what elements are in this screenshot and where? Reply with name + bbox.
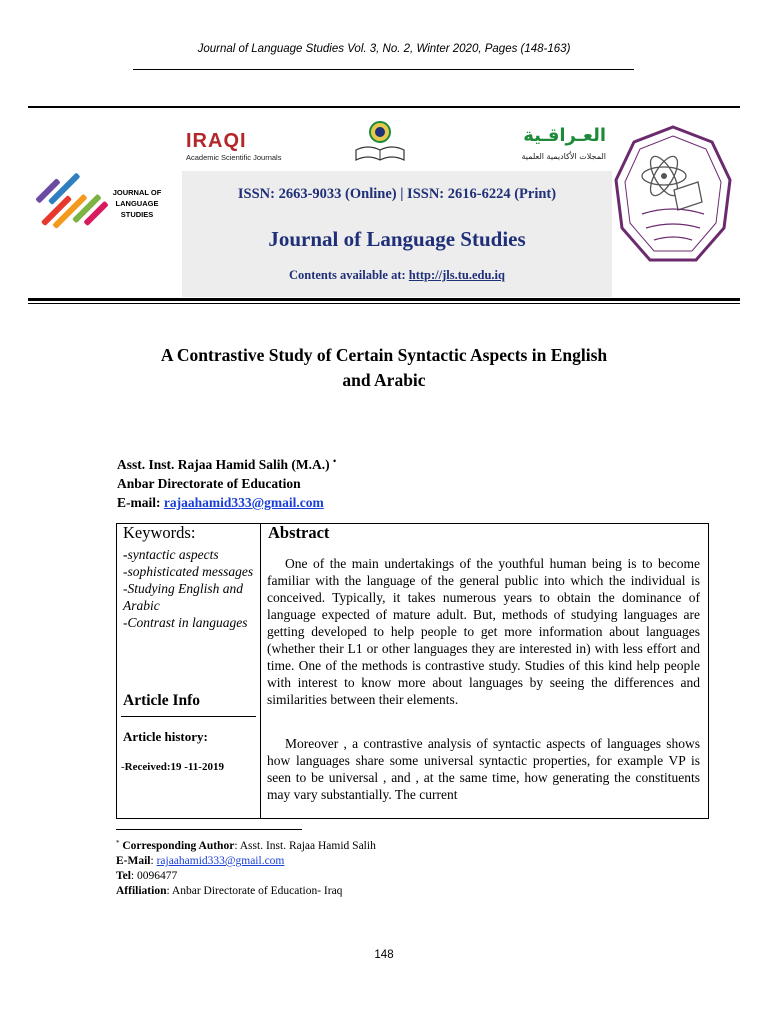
footnote-tel-label: Tel — [116, 870, 131, 882]
abstract-paragraph-2: Moreover , a contrastive analysis of syntactic aspects of languages shows how languages share some universal syntactic properties, for example VP is seen to be universal , and , at the same time, how generating the constituents may vary substantially. The current — [267, 736, 700, 802]
keywords-list — [123, 546, 257, 631]
contents-available-line — [182, 268, 612, 283]
page-number: 148 — [374, 949, 394, 961]
journal-name: Journal of Language Studies — [268, 227, 526, 251]
author-email-link[interactable]: rajaahamid333@gmail.com — [163, 495, 324, 510]
author-email-label: E-mail: — [117, 495, 164, 510]
footnote-email — [116, 854, 376, 869]
article-info-heading: Article Info — [123, 692, 201, 709]
iraqi-arabic-brand: العـراقـية — [523, 125, 606, 146]
university-seal-icon — [612, 124, 734, 270]
iraqi-brand: IRAQI — [186, 130, 247, 152]
author-footnote-marker: • — [333, 456, 337, 466]
article-info-rule — [121, 716, 256, 717]
corresponding-author-label: Corresponding Author — [122, 840, 235, 852]
jls-logo-text: JOURNAL OF LANGUAGE STUDIES — [112, 188, 162, 219]
received-text: Received:19 -11-2019 — [124, 761, 224, 773]
keyword-item: -sophisticated messages — [123, 564, 254, 579]
keyword-item: -Studying English and Arabic — [123, 581, 243, 613]
footnote-affiliation-label: Affiliation — [116, 885, 167, 897]
banner-bottom-rule — [28, 298, 740, 301]
footnotes — [116, 836, 376, 899]
footnote-email-link[interactable]: rajaahamid333@gmail.com — [156, 855, 285, 867]
keyword-text: syntactic aspects — [127, 547, 219, 562]
running-header: Journal of Language Studies Vol. 3, No. 2, Winter 2020, Pages (148-163) — [197, 43, 571, 55]
title-line-1: A Contrastive Study of Certain Syntactic Aspects in English — [160, 345, 608, 365]
article-title — [100, 343, 668, 393]
book-emblem-icon — [352, 120, 408, 166]
banner-bottom-thin-rule — [28, 303, 740, 304]
iraqi-arabic-subtitle: المجلات الأكاديمية العلمية — [521, 152, 606, 161]
corresponding-author-value: : Asst. Inst. Rajaa Hamid Salih — [234, 840, 376, 852]
abstract-heading: Abstract — [268, 523, 330, 542]
keyword-lead-dash: - — [123, 547, 128, 562]
article-history-label: Article history: — [123, 729, 208, 744]
keyword-item — [123, 546, 257, 563]
journal-url-link[interactable]: http://jls.tu.edu.iq — [408, 268, 505, 282]
received-date — [121, 761, 224, 773]
footnote-affiliation-value: : Anbar Directorate of Education- Iraq — [166, 885, 343, 897]
banner-top-rule — [28, 106, 740, 108]
title-line-2: and Arabic — [342, 370, 426, 390]
running-header-rule — [133, 69, 634, 70]
abstract-paragraph-1: One of the main undertakings of the youthful human being is to become familiar with the language of the general public into which the individual is conceived. Typically, it takes numerous years to obtain the dominance of language expected of mature adult. But, methods of studying languages are getting developed to help people to get more information about languages (whether their L1 or other languages they are interested in) with less effort and time. One of the methods is contrastive study. Studies of this kind help people with interest to know more about languages by seeing the differences and similarities between their elements. — [267, 556, 700, 707]
footnote-email-sep: : — [150, 855, 157, 867]
footnote-email-label: E-Mail — [116, 855, 151, 867]
footnote-affiliation — [116, 884, 376, 899]
keyword-item: -Contrast in languages — [123, 615, 248, 630]
author-name-line — [117, 452, 336, 474]
iraqi-brand-subtitle: Academic Scientific Journals — [186, 153, 282, 162]
issn-line: ISSN: 2663-9033 (Online) | ISSN: 2616-6224 (Print) — [237, 186, 557, 202]
footnote-tel — [116, 869, 376, 884]
jls-logo-icon — [32, 165, 112, 245]
keywords-heading: Keywords: — [123, 523, 196, 542]
author-block — [117, 452, 336, 512]
footnote-tel-value: : 0096477 — [130, 870, 178, 882]
footnote-rule — [116, 829, 302, 830]
author-email-line — [117, 493, 336, 512]
author-name: Asst. Inst. Rajaa Hamid Salih (M.A.) — [117, 457, 334, 472]
table-column-divider — [260, 523, 261, 819]
footnote-corresponding-author — [116, 836, 376, 854]
received-dash: - — [121, 761, 125, 773]
contents-label: Contents available at: — [288, 268, 409, 282]
author-affiliation: Anbar Directorate of Education — [117, 476, 301, 491]
footnote-marker: * — [116, 839, 120, 847]
